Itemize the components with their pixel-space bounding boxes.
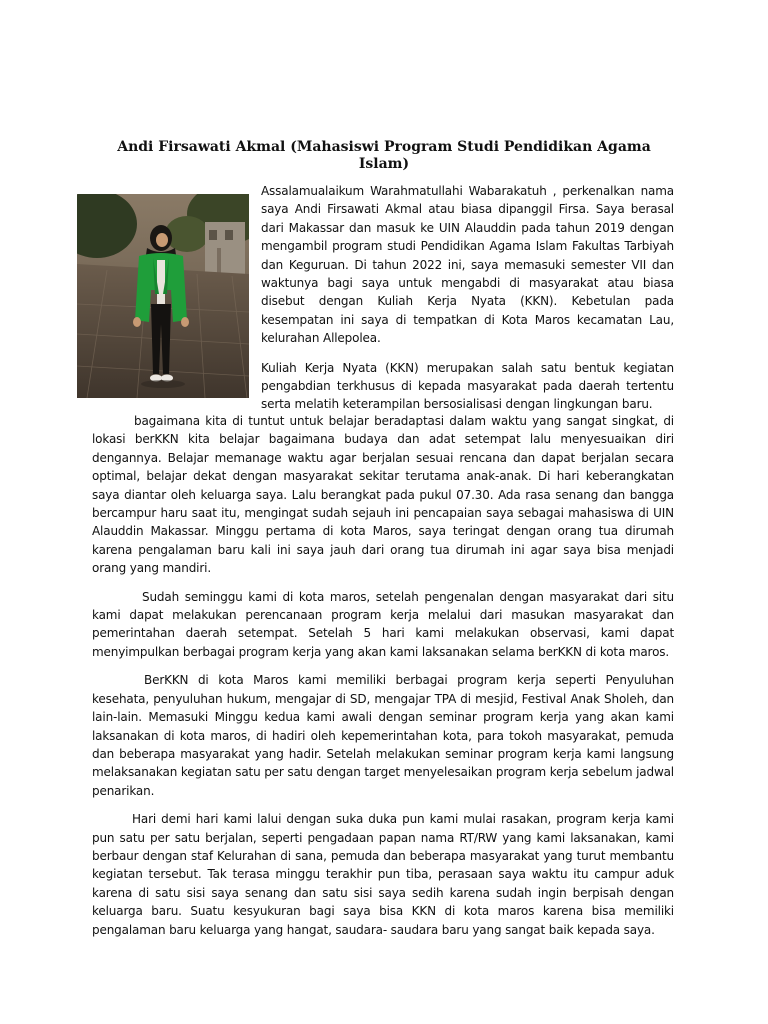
intro-paragraph-1: Assalamualaikum Warahmatullahi Wabarakatuh , perkenalkan nama saya Andi Firsawati Akmal atau biasa dipanggil Firsa. Saya berasal dari Makassar dan masuk ke UIN Alauddin pada tahun 2019 dengan mengambil program studi Pendidikan Agama Islam Fakultas Tarbiyah dan Keguruan. Di tahun 2022 ini, saya memasuki semester VII dan waktunya bagi saya untuk mengabdi di masyarakat atau biasa disebut dengan Kuliah Kerja Nyata (KKN). Kebetulan pada kesempatan ini saya di tempatkan di Kota Maros kecamatan Lau, kelurahan Allepolea. (261, 184, 674, 346)
intro-paragraph-2: Kuliah Kerja Nyata (KKN) merupakan salah satu bentuk kegiatan pengabdian terkhusus di kepada masyarakat pada daerah tertentu serta melatih keterampilan bersosialisasi dengan lingkungan baru. (261, 360, 674, 412)
body-paragraph-3: BerKKN di kota Maros kami memiliki berbagai program kerja seperti Penyuluhan kesehata, penyuluhan hukum, mengajar di SD, mengajar TPA di mesjid, Festival Anak Sholeh, dan lain-lain. Memasuki Minggu kedua kami awali dengan seminar program kerja yang akan kami laksanakan di kota maros, di hadiri oleh kepemerintahan kota, para tokoh masyarakat, pemuda dan beberapa masyarakat yang hadir. Setelah melakukan seminar program kerja kami langsung melaksanakan kegiatan satu per satu dengan target menyelesaikan program kerja sebelum jadwal penarikan. (92, 673, 674, 798)
body-section (92, 412, 674, 949)
body-paragraph-2: Sudah seminggu kami di kota maros, setelah pengenalan dengan masyarakat dari situ kami dapat melakukan perencanaan program kerja melalui dari masukan masyarakat dan pemerintahan daerah setempat. Setelah 5 hari kami melakukan observasi, kami dapat menyimpulkan berbagai program kerja yang akan kami laksanakan selama berKKN di kota maros. (92, 589, 674, 659)
profile-photo (77, 194, 249, 398)
document-title: Andi Firsawati Akmal (Mahasiswi Program Studi Pendidikan Agama Islam) (117, 139, 651, 172)
body-paragraph-4: Hari demi hari kami lalui dengan suka duka pun kami mulai rasakan, program kerja kami pun satu per satu berjalan, seperti pengadaan papan nama RT/RW yang kami laksanakan, kami berbaur dengan staf Kelurahan di sana, pemuda dan beberapa masyarakat yang turut membantu kegiatan tersebut. Tak terasa minggu terakhir pun tiba, perasaan saya waktu itu campur aduk karena di satu sisi saya senang dan satu sisi saya sedih karena sudah ingin berpisah dengan keluarga baru. Suatu kesyukuran bagi saya bisa KKN di kota maros karena bisa memiliki pengalaman baru keluarga yang hangat, saudara- saudara baru yang sangat baik kepada saya. (92, 812, 674, 937)
intro-section (261, 182, 674, 425)
body-paragraph-1: bagaimana kita di tuntut untuk belajar beradaptasi dalam waktu yang sangat singkat, di lokasi berKKN kita belajar bagaimana budaya dan adat setempat lalu menyesuaikan diri dengannya. Belajar memanage waktu agar berjalan sesuai rencana dan dapat berjalan secara optimal, belajar dekat dengan masyarakat sekitar terutama anak-anak. Di hari keberangkatan saya diantar oleh keluarga saya. Lalu berangkat pada pukul 07.30. Ada rasa senang dan bangga bercampur haru saat itu, mengingat sudah sejauh ini pencapaian saya sebagai mahasiswa di UIN Alauddin Makassar. Minggu pertama di kota Maros, saya teringat dengan orang tua dirumah karena pengalaman baru kali ini saya jauh dari orang tua dirumah ini agar saya bisa menjadi orang yang mandiri. (92, 414, 674, 576)
